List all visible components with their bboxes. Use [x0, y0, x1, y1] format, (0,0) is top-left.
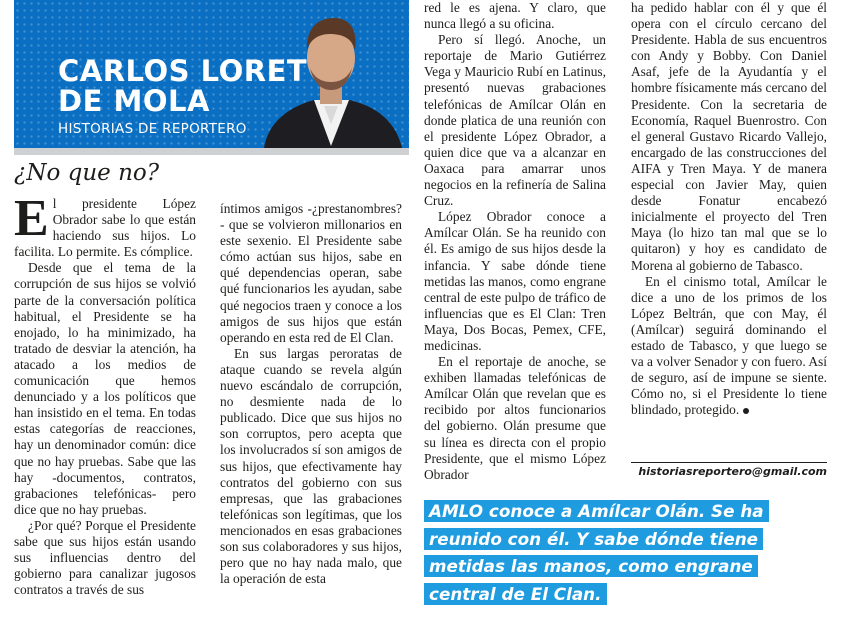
paragraph: Desde que el tema de la corrupción de sus hijos se volvió parte de la conversación política habitual, el Presidente se ha enojado, lo ha minimizado, ha tratado de desviar la atención, ha atacado a los medios de comunicación que hemos denunciado y a los políticos que han insistido en el tema. En todas estas categorías de reacciones, hay un denominador común: dice que no hay pruebas. Sabe que las hay -documentos, contratos, grabaciones telefónicas- pero dice que no hay pruebas.: [14, 260, 196, 517]
paragraph: López Obrador conoce a Amílcar Olán. Se ha reunido con él. Es amigo de sus hijos desde la infancia. Y sabe dónde tiene metidas las manos, como engrane central de este pulpo de tráfico de influencias que es El Clan: Tren Maya, Dos Bocas, Pemex, CFE, medicinas.: [424, 209, 606, 353]
article-column-4: [631, 0, 827, 418]
paragraph: íntimos amigos -¿prestanombres?- que se volvieron millonarios en este sexenio. El Presidente sabe cómo actúan sus hijos, sabe en qué dependencias operan, sabe qué funcionarios les ayudan, sabe qué negocios traen y conoce a los amigos de sus hijos que están operando en esta red de El Clan.: [220, 201, 402, 345]
end-mark-icon: [743, 408, 749, 414]
pull-quote-text: AMLO conoce a Amílcar Olán. Se ha reunido con él. Y sabe dónde tiene metidas las manos, como engrane central de El Clan.: [424, 500, 769, 605]
author-name-line1: CARLOS LORET: [58, 54, 308, 88]
paragraph-text: l presidente López Obrador sabe lo que están haciendo sus hijos. Lo facilita. Lo permite. Es cómplice.: [14, 196, 196, 260]
author-photo: [244, 6, 409, 148]
header-rule: [14, 148, 409, 155]
paragraph: [631, 274, 827, 419]
paragraph: ¿Por qué? Porque el Presidente sabe que sus hijos están usando sus influencias dentro del gobierno para canalizar jugosos contratos a través de sus: [14, 517, 196, 598]
paragraph: ha pedido hablar con él y que él opera con el círculo cercano del Presidente. Habla de sus encuentros con Andy y Bobby. Con Daniel Asaf, jefe de la Ayudantía y el hombre físicamente más cercano del Presidente. Con la secretaria de Economía, Raquel Buenrostro. Con el general Gustavo Ricardo Vallejo, encargado de las construcciones del AIFA y Tren Maya. Y de manera especial con Javier May, quien desde Fonatur encabezó inicialmente el proyecto del Tren Maya (lo hizo tan mal que se lo quitaron) y hoy es candidato de Morena al gobierno de Tabasco.: [631, 0, 827, 273]
paragraph-text: En el cinismo total, Amílcar le dice a uno de los primos de los López Beltrán, que con May, él (Amílcar) seguirá dominando el estado de Tabasco, y que luego se va a volver Senador y con fuero. Así de seguro, así de impune se siente. Cómo no, si el Presidente lo tiene blindado, protegido.: [631, 273, 827, 418]
pull-quote: [424, 498, 824, 608]
article-headline: ¿No que no?: [14, 160, 160, 186]
paragraph: Pero sí llegó. Anoche, un reportaje de Mario Gutiérrez Vega y Mauricio Rubí en Latinus, presentó nuevas grabaciones telefónicas de Amílcar Olán en donde platica de una reunión con el presidente López Obrador, a quien dice que va a alcanzar en Oaxaca para amarrar unos negocios en la refinería de Salina Cruz.: [424, 32, 606, 209]
columnist-header: [14, 0, 409, 148]
signature-email[interactable]: historiasreportero@gmail.com: [631, 462, 827, 478]
article-column-1: [14, 190, 196, 598]
author-name-line2: DE MOLA: [58, 84, 210, 118]
column-name: HISTORIAS DE REPORTERO: [58, 121, 247, 137]
drop-cap: E: [14, 190, 49, 247]
article-column-2: [220, 201, 402, 587]
paragraph: [14, 190, 196, 260]
paragraph: En sus largas peroratas de ataque cuando se revela algún nuevo escándalo de corrupción, no desmiente nada de lo publicado. Dice que sus hijos no son corruptos, pero acepta que los involucrados sí son amigos de sus hijos, que efectivamente hay contratos del gobierno con sus empresas, que las grabaciones telefónicas son legítimas, que los mencionados en esas grabaciones son sus colaboradores y sus hijos, pero que no hay nada malo, que la operación de esta: [220, 345, 402, 587]
paragraph: red le es ajena. Y claro, que nunca llegó a su oficina.: [424, 0, 606, 32]
article-column-3: [424, 0, 606, 483]
paragraph: En el reportaje de anoche, se exhiben llamadas telefónicas de Amílcar Olán que revelan que es recibido por altos funcionarios del gobierno. Olán presume que su línea es directa con el propio Presidente, que el mismo López Obrador: [424, 354, 606, 482]
